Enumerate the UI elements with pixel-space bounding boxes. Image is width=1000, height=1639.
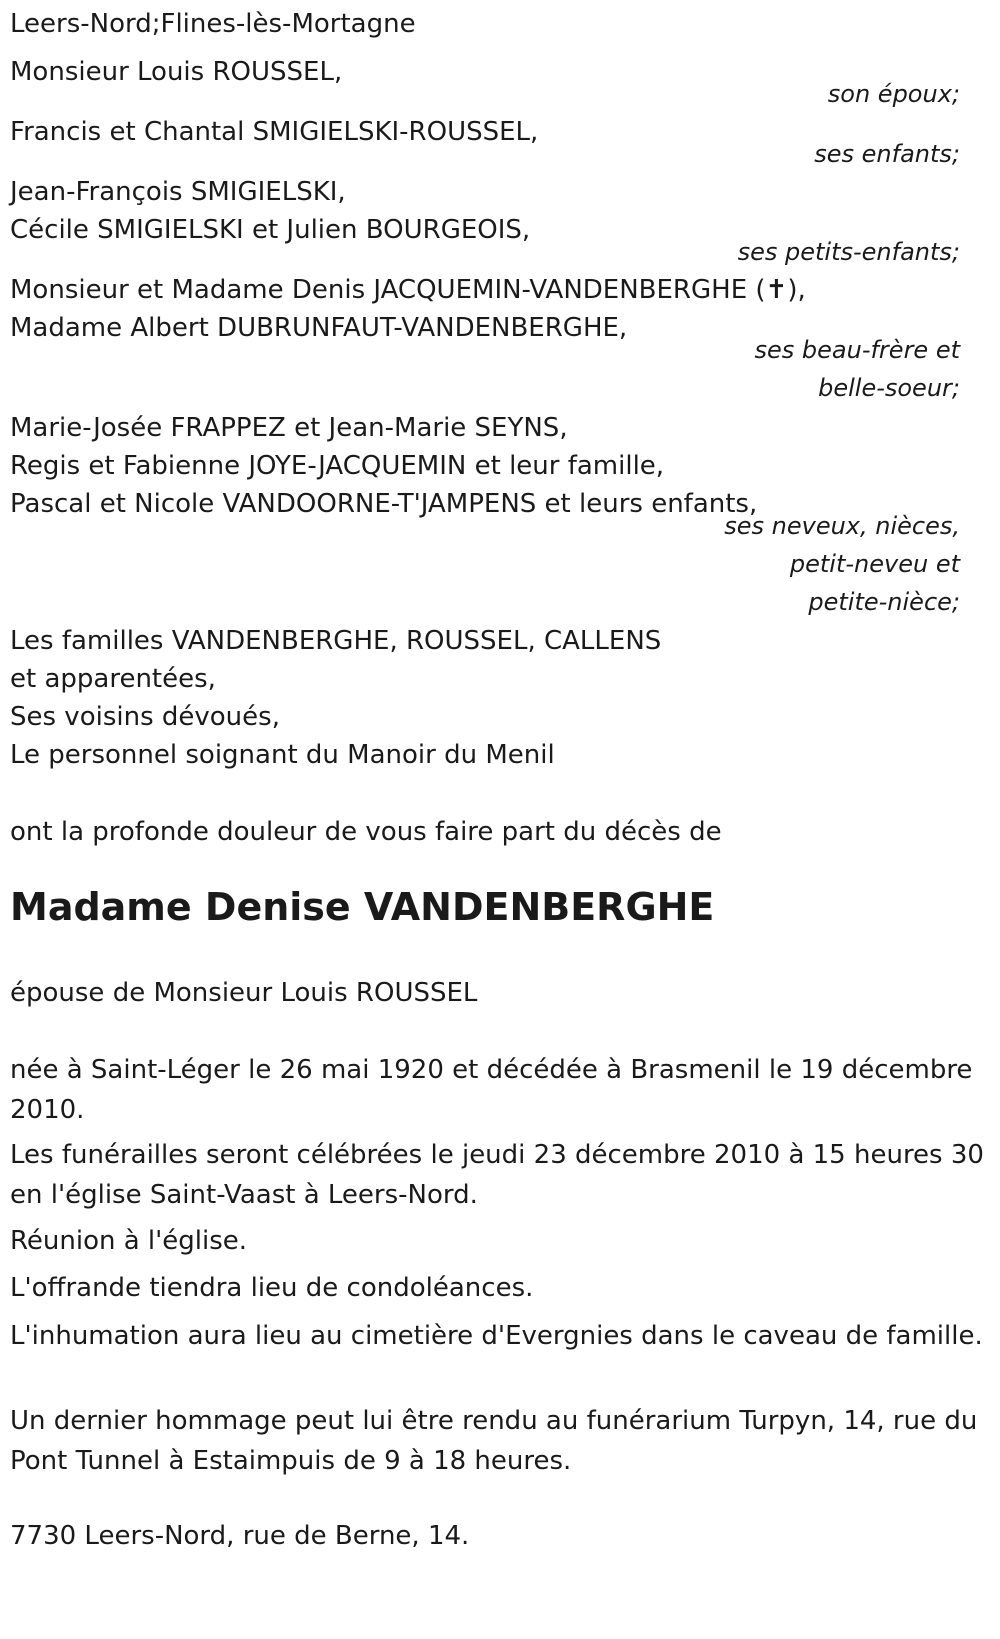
spouse-name: Monsieur Louis ROUSSEL, (10, 57, 343, 87)
nephew-name-3: Pascal et Nicole VANDOORNE-T'JAMPENS et leurs enfants, (10, 489, 758, 519)
other-families-line-3: Ses voisins dévoués, (10, 702, 280, 732)
nephew-name-2: Regis et Fabienne JOYE-JACQUEMIN et leur famille, (10, 451, 665, 481)
address-line: 7730 Leers-Nord, rue de Berne, 14. (10, 1521, 470, 1551)
in-law-name-2: Madame Albert DUBRUNFAUT-VANDENBERGHE, (10, 313, 628, 343)
nephews-role-line-3: petite-nièce; (808, 588, 960, 616)
in-law-name-1: Monsieur et Madame Denis JACQUEMIN-VANDENBERGHE (✝), (10, 275, 806, 305)
deceased-name: Madame Denise VANDENBERGHE (10, 885, 715, 929)
grandchild-name-2: Cécile SMIGIELSKI et Julien BOURGEOIS, (10, 215, 531, 245)
grandchildren-role: ses petits-enfants; (737, 238, 960, 266)
meeting-details: Réunion à l'église. (10, 1226, 248, 1256)
tribute-details: Un dernier hommage peut lui être rendu au funérarium Turpyn, 14, rue du Pont Tunnel à Estaimpuis de 9 à 18 heures. (10, 1406, 978, 1476)
nephew-name-1: Marie-Josée FRAPPEZ et Jean-Marie SEYNS, (10, 413, 568, 443)
children-role: ses enfants; (814, 140, 960, 168)
burial-details: L'inhumation aura lieu au cimetière d'Evergnies dans le caveau de famille. (10, 1321, 983, 1351)
spouse-role: son époux; (827, 80, 960, 108)
deceased-spouse-line: épouse de Monsieur Louis ROUSSEL (10, 978, 478, 1008)
birth-death-details: née à Saint-Léger le 26 mai 1920 et décédée à Brasmenil le 19 décembre 2010. (10, 1055, 973, 1125)
other-families-line-4: Le personnel soignant du Manoir du Menil (10, 740, 555, 770)
in-laws-role-line-1: ses beau-frère et (754, 336, 960, 364)
nephews-role-line-2: petit-neveu et (789, 550, 960, 578)
offering-details: L'offrande tiendra lieu de condoléances. (10, 1273, 534, 1303)
children-name: Francis et Chantal SMIGIELSKI-ROUSSEL, (10, 117, 539, 147)
other-families-line-1: Les familles VANDENBERGHE, ROUSSEL, CALLENS (10, 626, 662, 656)
grandchild-name-1: Jean-François SMIGIELSKI, (10, 177, 346, 207)
announcement-text: ont la profonde douleur de vous faire part du décès de (10, 817, 722, 847)
funeral-details: Les funérailles seront célébrées le jeudi 23 décembre 2010 à 15 heures 30 en l'église Saint-Vaast à Leers-Nord. (10, 1140, 984, 1210)
in-laws-role-line-2: belle-soeur; (818, 374, 960, 402)
location-header: Leers-Nord;Flines-lès-Mortagne (10, 9, 416, 39)
other-families-line-2: et apparentées, (10, 664, 216, 694)
nephews-role-line-1: ses neveux, nièces, (724, 512, 960, 540)
